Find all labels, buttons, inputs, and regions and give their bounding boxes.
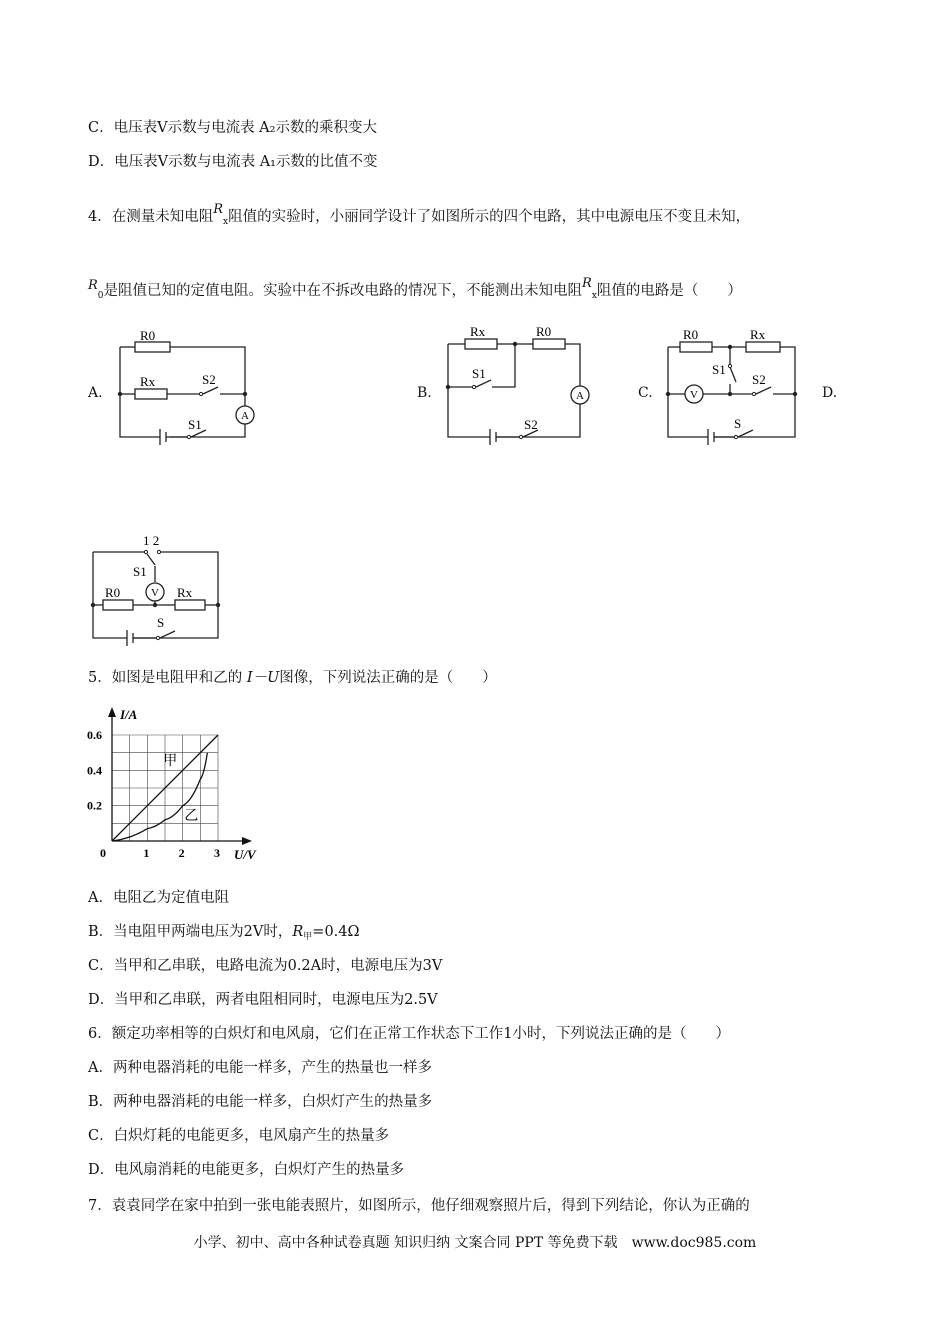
r0-resistor [135, 342, 170, 352]
series-line-yi [112, 753, 207, 841]
single-pole-switch [147, 554, 155, 565]
r0-symbol: R [88, 278, 98, 293]
r0-resistor [103, 600, 133, 610]
x-axis-label: U/V [234, 847, 256, 862]
q6-stem: 6．额定功率相等的白炽灯和电风扇，它们在正常工作状态下工作1小时，下列说法正确的是（ ） [88, 1026, 730, 1042]
y-tick-label: 0.2 [87, 798, 102, 813]
q4-line1 [88, 200, 750, 232]
q5-text-1: 5．如图是电阻甲和乙的 [88, 670, 243, 686]
q4-text-1: 4．在测量未知电阻 [88, 209, 214, 225]
label-ammeter: A [576, 390, 584, 402]
label-rx: Rx [470, 324, 486, 339]
x-axis-arrow [242, 837, 252, 845]
q5-stem [88, 668, 497, 688]
x-tick-label: 2 [178, 846, 185, 860]
circuit-b [440, 322, 600, 447]
y-tick-label: 0.6 [87, 728, 102, 742]
r0-resistor [533, 339, 565, 349]
label-ammeter: A [241, 410, 249, 422]
option-b-label: B. [417, 385, 432, 401]
iu-chart [80, 705, 270, 865]
option-c-label: C. [638, 385, 653, 401]
rx-symbol-2: R [582, 276, 592, 291]
option-d-label: D. [822, 385, 838, 401]
q6-option-b: B．两种电器消耗的电能一样多，白炽灯产生的热量多 [88, 1094, 433, 1110]
q5b-value: =0.4Ω [312, 924, 360, 940]
q3-option-c: C．电压表Ⅴ示数与电流表 A₂示数的乘积变大 [88, 120, 377, 136]
label-s1: S1 [133, 564, 147, 579]
q5-option-a: A．电阻乙为定值电阻 [88, 890, 229, 906]
s2-switch [203, 387, 218, 394]
q5-option-c: C．当甲和乙串联，电路电流为0.2A时，电源电压为3V [88, 958, 443, 974]
label-r0: R0 [683, 327, 699, 342]
label-s: S [734, 416, 742, 431]
q3-option-d: D．电压表Ⅴ示数与电流表 A₁示数的比值不变 [88, 154, 378, 170]
q6-option-d: D．电风扇消耗的电能更多，白炽灯产生的热量多 [88, 1162, 405, 1178]
label-r0: R0 [105, 585, 121, 600]
r-jia-subscript: 甲 [303, 932, 313, 942]
r-jia-symbol: R [292, 924, 304, 940]
series-label-jia: 甲 [163, 754, 178, 770]
r0-subscript: 0 [97, 291, 104, 301]
label-s1: S1 [712, 362, 726, 377]
r0-resistor [680, 342, 712, 352]
page-footer: 小学、初中、高中各种试卷真题 知识归纳 文案合同 PPT 等免费下载 www.doc985.com [193, 1235, 757, 1251]
label-rx: Rx [177, 585, 193, 600]
q5-iu: I－U [246, 670, 280, 686]
label-switch-positions: 1 2 [143, 533, 160, 548]
label-s1: S1 [472, 366, 486, 381]
q4-text-2: 阻值的实验时，小丽同学设计了如图所示的四个电路，其中电源电压不变且未知， [228, 209, 751, 225]
s1-switch [476, 380, 491, 387]
q6-option-a: A．两种电器消耗的电能一样多，产生的热量也一样多 [88, 1060, 432, 1076]
label-s: S [157, 615, 165, 630]
circuit-d [85, 530, 235, 648]
series-label-yi: 乙 [184, 808, 199, 824]
rx-resistor [465, 339, 497, 349]
s-switch [738, 430, 753, 437]
s-switch [160, 631, 175, 638]
rx-subscript: x [223, 217, 229, 227]
s1-switch [730, 367, 736, 382]
label-s2: S2 [524, 417, 538, 432]
q7-stem: 7．袁袁同学在家中拍到一张电能表照片，如图所示，他仔细观察照片后，得到下列结论，你认为正确的 [88, 1198, 750, 1214]
s2-switch [756, 387, 771, 394]
q4-text-3: 是阻值已知的定值电阻。实验中在不拆改电路的情况下，不能测出未知电阻 [103, 283, 583, 299]
label-voltmeter: V [690, 389, 698, 401]
option-a-label: A. [88, 385, 103, 401]
q4-text-4: 阻值的电路是（ ） [596, 283, 742, 299]
rx-resistor [135, 389, 167, 399]
rx-resistor [175, 600, 205, 610]
x-tick-label: 0 [100, 846, 106, 860]
x-tick-label: 3 [214, 846, 220, 860]
x-tick-label: 1 [143, 846, 150, 860]
label-r0: R0 [536, 324, 552, 339]
label-voltmeter: V [151, 587, 159, 599]
y-axis-label: I/A [120, 707, 138, 722]
circuit-c [660, 322, 805, 447]
label-rx: Rx [140, 374, 156, 389]
q5b-text: B．当电阻甲两端电压为2V时， [88, 924, 293, 940]
label-s1: S1 [188, 417, 202, 432]
rx-subscript-2: x [591, 291, 597, 301]
q4-line2 [88, 274, 742, 306]
rx-symbol: R [213, 202, 224, 217]
q5-option-b [88, 922, 360, 947]
y-tick-label: 0.4 [87, 763, 102, 778]
label-s2: S2 [202, 372, 216, 387]
label-rx: Rx [750, 327, 766, 342]
q6-option-c: C．白炽灯耗的电能更多，电风扇产生的热量多 [88, 1128, 390, 1144]
label-s2: S2 [752, 372, 766, 387]
rx-resistor [746, 342, 780, 352]
label-r0: R0 [140, 328, 156, 343]
circuit-a [110, 322, 260, 447]
q5-text-2: 图像，下列说法正确的是（ ） [279, 670, 497, 686]
q5-option-d: D．当甲和乙串联，两者电阻相同时，电源电压为2.5V [88, 992, 438, 1008]
y-axis-arrow [108, 707, 116, 717]
